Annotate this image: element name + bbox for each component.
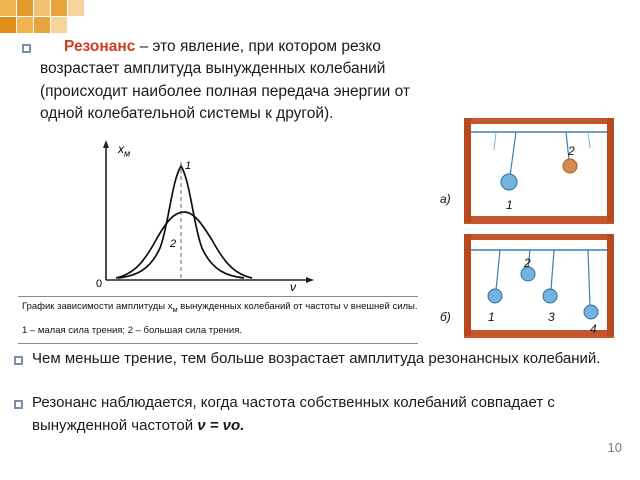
graph-caption-title: График зависимости амплитуды $x_м$ вынужденных колебаний от частоты ν внешней силы. <box>22 301 418 314</box>
pendulum-figure-a <box>438 116 628 226</box>
bullet-marker-intro <box>22 44 31 53</box>
graph-x-axis-label: ν <box>290 280 296 294</box>
intro-text: – это явление, при котором резко возрастает амплитуда вынужденных колебаний (происходит наиболее полная передача энергии от одной колебательной системы к другой). <box>40 38 410 123</box>
bullet-text-2-body: Резонанс наблюдается, когда частота собственных колебаний совпадает с вынужденной частотой <box>32 394 555 434</box>
figure-a-pendulum-1-label: 1 <box>506 198 513 212</box>
term-rezonans: Резонанс <box>64 38 136 55</box>
graph-curve-label-1: 1 <box>185 160 192 172</box>
decorative-squares <box>0 0 96 34</box>
figure-b-pendulum-1-label: 1 <box>488 310 495 324</box>
bullet-text-1: Чем меньше трение, тем больше возрастает амплитуда резонансных колебаний. <box>32 350 601 367</box>
graph-curve-label-2: 2 <box>170 238 177 250</box>
formula-text: ν = νo. <box>197 416 245 434</box>
figure-a-label: а) <box>440 192 451 206</box>
page-number: 10 <box>607 440 622 455</box>
bullet-text-2 <box>32 392 612 437</box>
graph-origin-label: 0 <box>96 278 103 290</box>
pendulum-a-svg <box>438 116 628 226</box>
pendulum-b-svg <box>438 232 628 340</box>
pendulum-figure-b <box>438 232 628 340</box>
figure-b-pendulum-4-label: 4 <box>590 322 597 336</box>
graph-caption-box <box>18 296 418 344</box>
bullet-marker-1 <box>14 356 23 365</box>
graph-y-axis-label: $x_м$ <box>118 142 131 159</box>
bullet-marker-2 <box>14 400 23 409</box>
figure-b-label: б) <box>440 310 451 324</box>
figure-b-pendulum-2-label: 2 <box>524 256 531 270</box>
graph-caption-legend: 1 – малая сила трения; 2 – большая сила трения. <box>22 325 243 337</box>
intro-paragraph <box>40 36 425 126</box>
figure-b-pendulum-3-label: 3 <box>548 310 555 324</box>
figure-a-pendulum-2-label: 2 <box>568 144 575 158</box>
